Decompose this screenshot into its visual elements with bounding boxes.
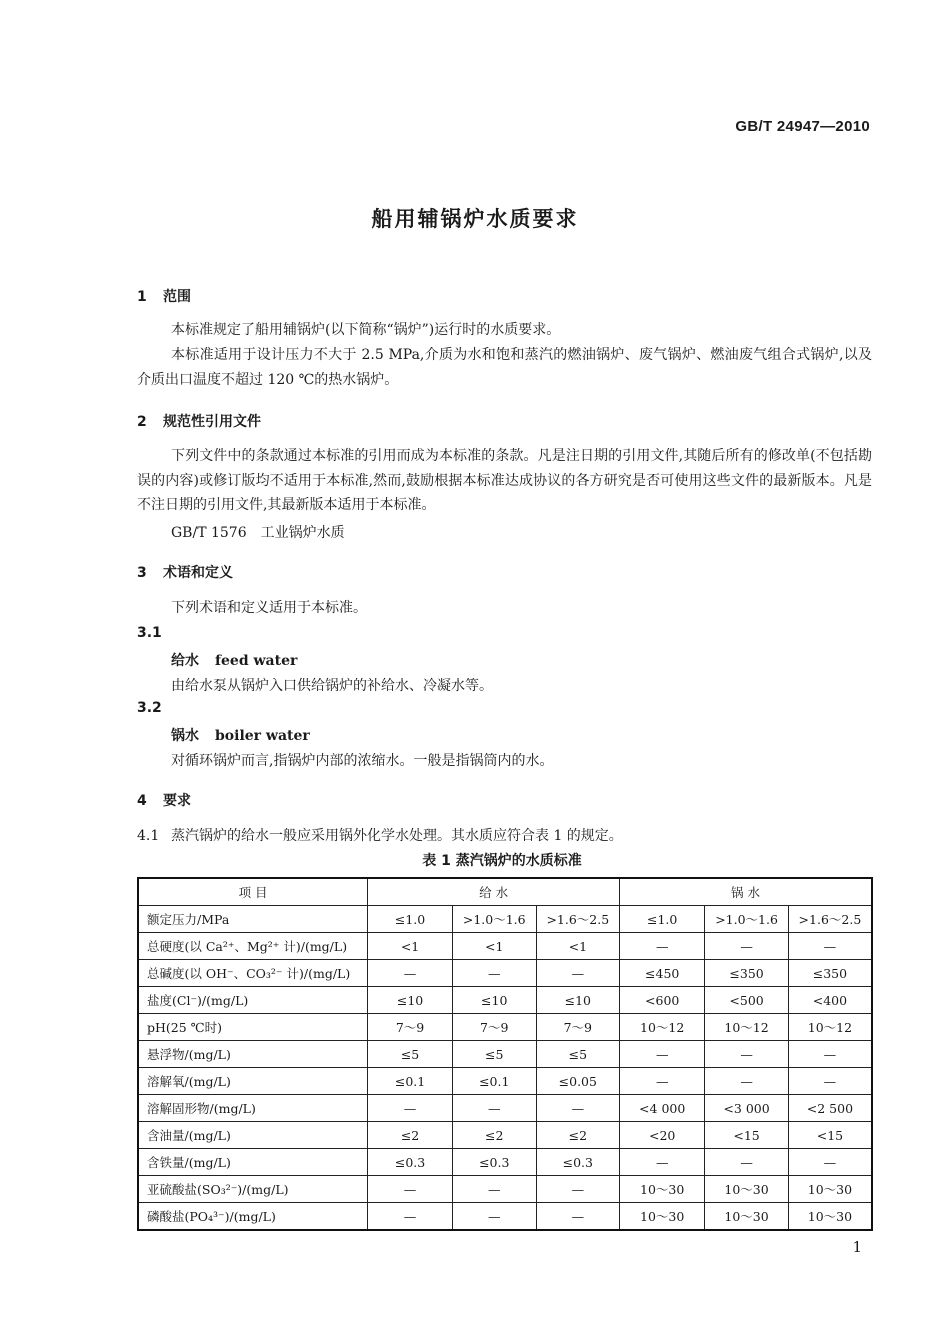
table-cell: ≤350 [705,960,789,987]
section-number: 4 [137,793,147,809]
table-cell: 7～9 [368,1014,453,1041]
table-cell: ≤0.05 [536,1068,620,1095]
table-cell: — [536,1176,620,1203]
table-row [138,960,872,987]
table-cell: — [705,1149,789,1176]
table-cell: — [705,933,789,960]
normative-reference [171,522,345,542]
table-cell: ≤10 [452,987,536,1014]
table-cell: 10～30 [620,1203,705,1231]
term-3-2 [171,725,310,745]
section-2-paragraph-1: 下列文件中的条款通过本标准的引用而成为本标准的条款。凡是注日期的引用文件,其随后所有的修改单(不包括勘误的内容)或修订版均不适用于本标准,然而,鼓励根据本标准达成协议的各方研究是否可使用这些文件的最新版本。凡是不注日期的引用文件,其最新版本适用于本标准。 [137,448,872,514]
row-label: 磷酸盐(PO₄³⁻)/(mg/L) [138,1203,368,1231]
row-label: 总碱度(以 OH⁻、CO₃²⁻ 计)/(mg/L) [138,960,368,987]
row-label: 悬浮物/(mg/L) [138,1041,368,1068]
table-row [138,1095,872,1122]
header-boiler-water: 锅 水 [620,878,872,906]
section-number: 1 [137,289,147,305]
table-cell: <400 [788,987,872,1014]
table-cell: — [368,1203,453,1231]
table-cell: ≤5 [368,1041,453,1068]
table-cell: <1 [452,933,536,960]
table-caption: 表 1 蒸汽锅炉的水质标准 [422,853,582,869]
table-row [138,987,872,1014]
term-3-1-number: 3.1 [137,625,162,641]
table-cell: 10～30 [788,1203,872,1231]
table-cell: — [620,1149,705,1176]
term-en: feed water [215,653,298,669]
table-cell: — [536,1095,620,1122]
table-cell: >1.6～2.5 [536,906,620,933]
term-3-1 [171,650,297,670]
header-item: 项 目 [138,878,368,906]
section-1-paragraph-2: 本标准适用于设计压力不大于 2.5 MPa,介质为水和饱和蒸汽的燃油锅炉、废气锅炉、燃油废气组合式锅炉,以及介质出口温度不超过 120 ℃的热水锅炉。 [137,347,872,388]
term-3-2-definition: 对循环锅炉而言,指锅炉内部的浓缩水。一般是指锅筒内的水。 [171,753,554,769]
table-cell: 10～12 [620,1014,705,1041]
table-cell: ≤2 [368,1122,453,1149]
section-title: 范围 [163,289,191,305]
section-1-heading [137,286,191,306]
table-cell: ≤1.0 [620,906,705,933]
table-cell: >1.0～1.6 [452,906,536,933]
table-cell: ≤5 [536,1041,620,1068]
table-cell: — [452,1095,536,1122]
table-header-row [138,878,872,906]
row-label: 额定压力/MPa [138,906,368,933]
table-row [138,1122,872,1149]
water-quality-table [137,877,873,1231]
table-cell: — [452,1176,536,1203]
section-1-paragraph-1: 本标准规定了船用辅锅炉(以下简称“锅炉”)运行时的水质要求。 [171,322,561,338]
table-cell: 7～9 [536,1014,620,1041]
table-row [138,1014,872,1041]
table-cell: 10～30 [705,1203,789,1231]
section-3-heading [137,562,233,582]
table-cell: ≤2 [452,1122,536,1149]
section-title: 规范性引用文件 [163,414,261,430]
table-row [138,1041,872,1068]
table-cell: <1 [368,933,453,960]
section-number: 3 [137,565,147,581]
row-label: 溶解氧/(mg/L) [138,1068,368,1095]
row-label: 含油量/(mg/L) [138,1122,368,1149]
table-cell: <20 [620,1122,705,1149]
table-cell: ≤450 [620,960,705,987]
table-cell: ≤0.3 [452,1149,536,1176]
clause-4-1 [137,825,623,845]
table-cell: ≤0.3 [368,1149,453,1176]
table-cell: ≤1.0 [368,906,453,933]
table-cell: 10～30 [620,1176,705,1203]
term-3-2-number: 3.2 [137,700,162,716]
table-cell: 10～12 [705,1014,789,1041]
table-cell: 10～30 [788,1176,872,1203]
table-cell: — [536,1203,620,1231]
table-cell: — [368,960,453,987]
table-cell: — [705,1041,789,1068]
table-row [138,933,872,960]
row-label: 盐度(Cl⁻)/(mg/L) [138,987,368,1014]
term-en: boiler water [215,728,310,744]
table-cell: — [788,1149,872,1176]
row-label: pH(25 ℃时) [138,1014,368,1041]
page-number: 1 [852,1238,862,1256]
clause-text: 蒸汽锅炉的给水一般应采用锅外化学水处理。其水质应符合表 1 的规定。 [171,828,623,844]
standard-code: GB/T 24947—2010 [735,118,870,135]
table-cell: — [788,1068,872,1095]
table-cell: <4 000 [620,1095,705,1122]
table-cell: — [536,960,620,987]
table-cell: <600 [620,987,705,1014]
table-cell: <500 [705,987,789,1014]
table-row [138,1203,872,1231]
table-cell: ≤10 [536,987,620,1014]
table-row [138,1176,872,1203]
table-cell: <1 [536,933,620,960]
term-zh: 给水 [171,653,199,669]
reference-title: 工业锅炉水质 [260,525,345,541]
table-cell: — [452,1203,536,1231]
section-3-intro: 下列术语和定义适用于本标准。 [171,600,367,616]
table-cell: — [620,933,705,960]
term-3-1-definition: 由给水泵从锅炉入口供给锅炉的补给水、冷凝水等。 [171,678,493,694]
row-label: 溶解固形物/(mg/L) [138,1095,368,1122]
table-cell: — [368,1176,453,1203]
table-cell: 10～12 [788,1014,872,1041]
section-4-heading [137,790,191,810]
table-cell: — [620,1068,705,1095]
table-cell: 7～9 [452,1014,536,1041]
section-title: 术语和定义 [163,565,233,581]
table-cell: 10～30 [705,1176,789,1203]
section-number: 2 [137,414,147,430]
row-label: 含铁量/(mg/L) [138,1149,368,1176]
document-title: 船用辅锅炉水质要求 [371,207,579,231]
table-cell: ≤350 [788,960,872,987]
table-cell: >1.6～2.5 [788,906,872,933]
term-zh: 锅水 [171,728,199,744]
section-title: 要求 [163,793,191,809]
table-cell: <2 500 [788,1095,872,1122]
table-row [138,1149,872,1176]
table-cell: <15 [788,1122,872,1149]
table-cell: ≤2 [536,1122,620,1149]
reference-code: GB/T 1576 [171,525,247,541]
table-cell: — [788,1041,872,1068]
header-feed-water: 给 水 [368,878,620,906]
table-cell: — [368,1095,453,1122]
table-cell: ≤0.3 [536,1149,620,1176]
row-label: 亚硫酸盐(SO₃²⁻)/(mg/L) [138,1176,368,1203]
table-row [138,906,872,933]
table-cell: ≤0.1 [452,1068,536,1095]
table-cell: — [705,1068,789,1095]
table-cell: >1.0～1.6 [705,906,789,933]
table-cell: <3 000 [705,1095,789,1122]
table-cell: — [452,960,536,987]
table-cell: — [620,1041,705,1068]
section-2-heading [137,411,261,431]
table-cell: ≤10 [368,987,453,1014]
table-cell: ≤5 [452,1041,536,1068]
row-label: 总硬度(以 Ca²⁺、Mg²⁺ 计)/(mg/L) [138,933,368,960]
table-cell: — [788,933,872,960]
table-row [138,1068,872,1095]
clause-number: 4.1 [137,828,160,844]
table-cell: <15 [705,1122,789,1149]
table-cell: ≤0.1 [368,1068,453,1095]
